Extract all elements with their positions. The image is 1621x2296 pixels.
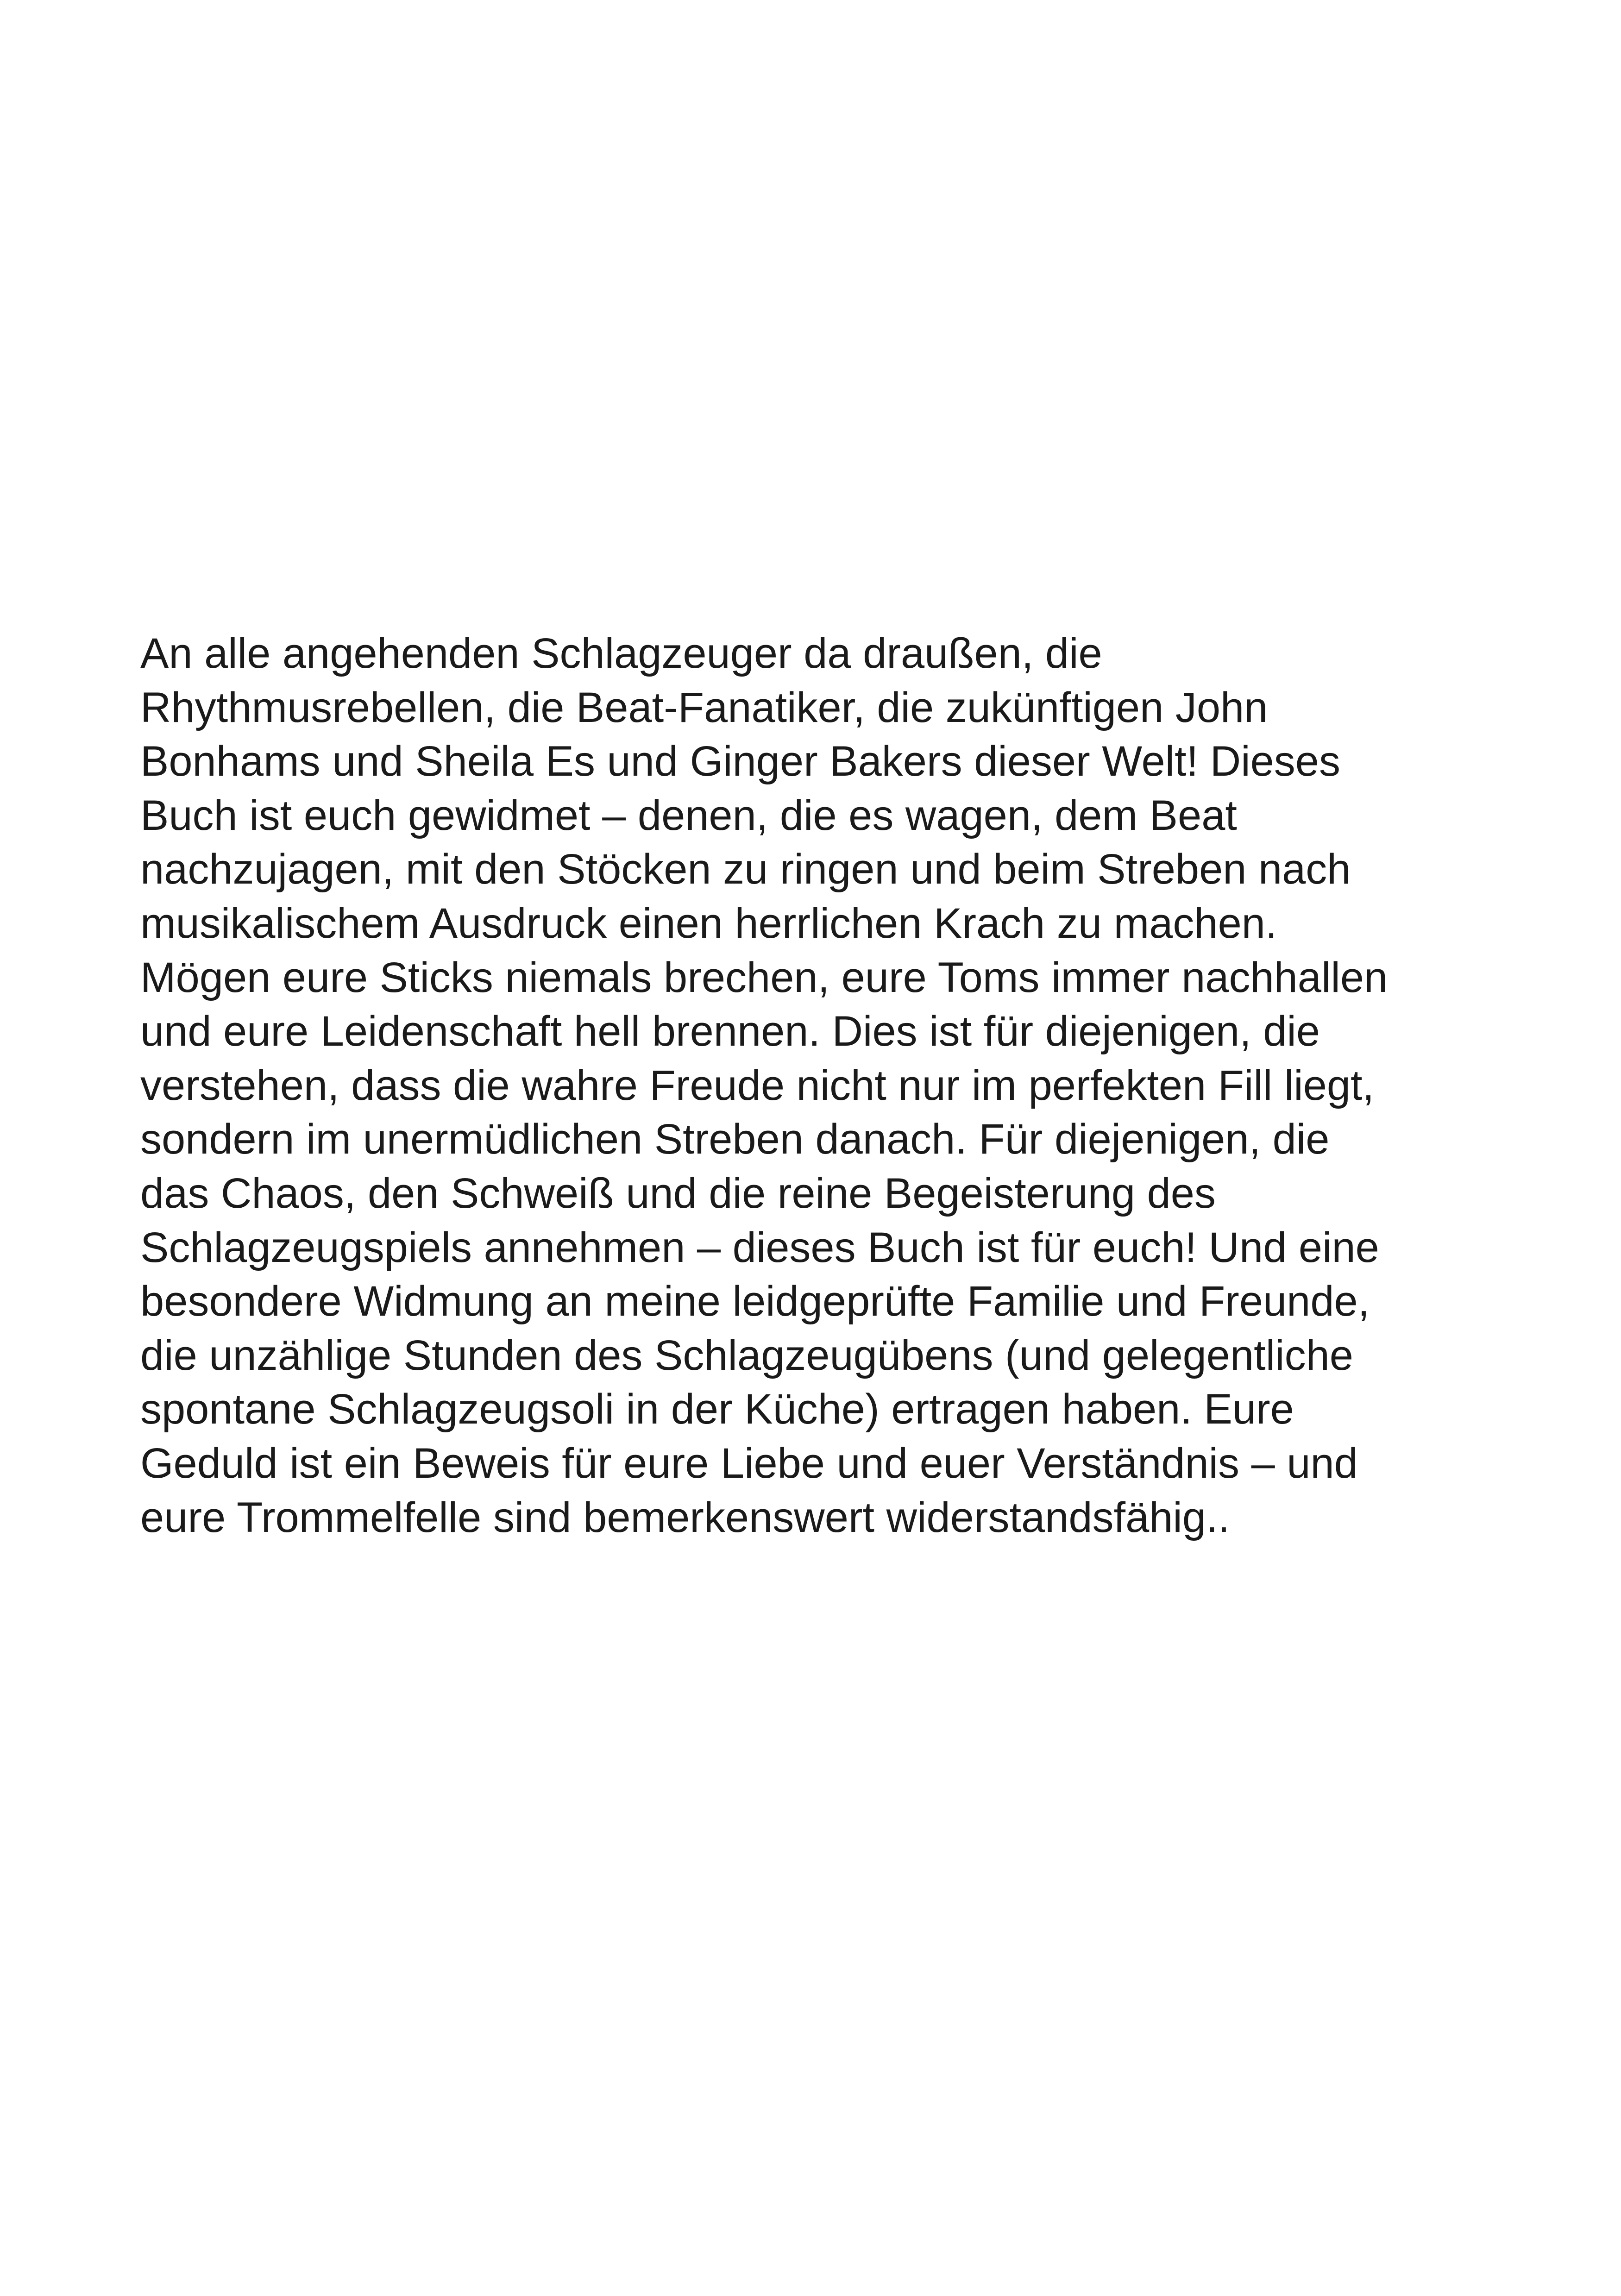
dedication-line: besondere Widmung an meine leidgeprüfte Familie und Freunde, bbox=[140, 1278, 1370, 1325]
dedication-line: Bonhams und Sheila Es und Ginger Bakers dieser Welt! Dieses bbox=[140, 738, 1340, 785]
dedication-line: spontane Schlagzeugsoli in der Küche) ertragen haben. Eure bbox=[140, 1386, 1294, 1433]
dedication-line: nachzujagen, mit den Stöcken zu ringen und beim Streben nach bbox=[140, 846, 1351, 893]
dedication-line: Rhythmusrebellen, die Beat-Fanatiker, die zukünftigen John bbox=[140, 684, 1268, 731]
dedication-line: An alle angehenden Schlagzeuger da draußen, die bbox=[140, 630, 1102, 677]
dedication-line: die unzählige Stunden des Schlagzeugübens (und gelegentliche bbox=[140, 1331, 1353, 1379]
dedication-line: sondern im unermüdlichen Streben danach. Für diejenigen, die bbox=[140, 1116, 1330, 1163]
dedication-paragraph bbox=[140, 627, 1553, 1544]
dedication-line: verstehen, dass die wahre Freude nicht nur im perfekten Fill liegt, bbox=[140, 1061, 1375, 1109]
dedication-line: Schlagzeugspiels annehmen – dieses Buch ist für euch! Und eine bbox=[140, 1223, 1379, 1271]
dedication-line: das Chaos, den Schweiß und die reine Begeisterung des bbox=[140, 1169, 1216, 1217]
dedication-line: Mögen eure Sticks niemals brechen, eure Toms immer nachhallen bbox=[140, 954, 1388, 1001]
dedication-line: musikalischem Ausdruck einen herrlichen Krach zu machen. bbox=[140, 899, 1277, 947]
dedication-line: und eure Leidenschaft hell brennen. Dies ist für diejenigen, die bbox=[140, 1008, 1320, 1055]
dedication-line: Buch ist euch gewidmet – denen, die es wagen, dem Beat bbox=[140, 791, 1237, 839]
dedication-line: Geduld ist ein Beweis für eure Liebe und euer Verständnis – und bbox=[140, 1439, 1358, 1487]
dedication-line: eure Trommelfelle sind bemerkenswert widerstandsfähig.. bbox=[140, 1493, 1230, 1541]
